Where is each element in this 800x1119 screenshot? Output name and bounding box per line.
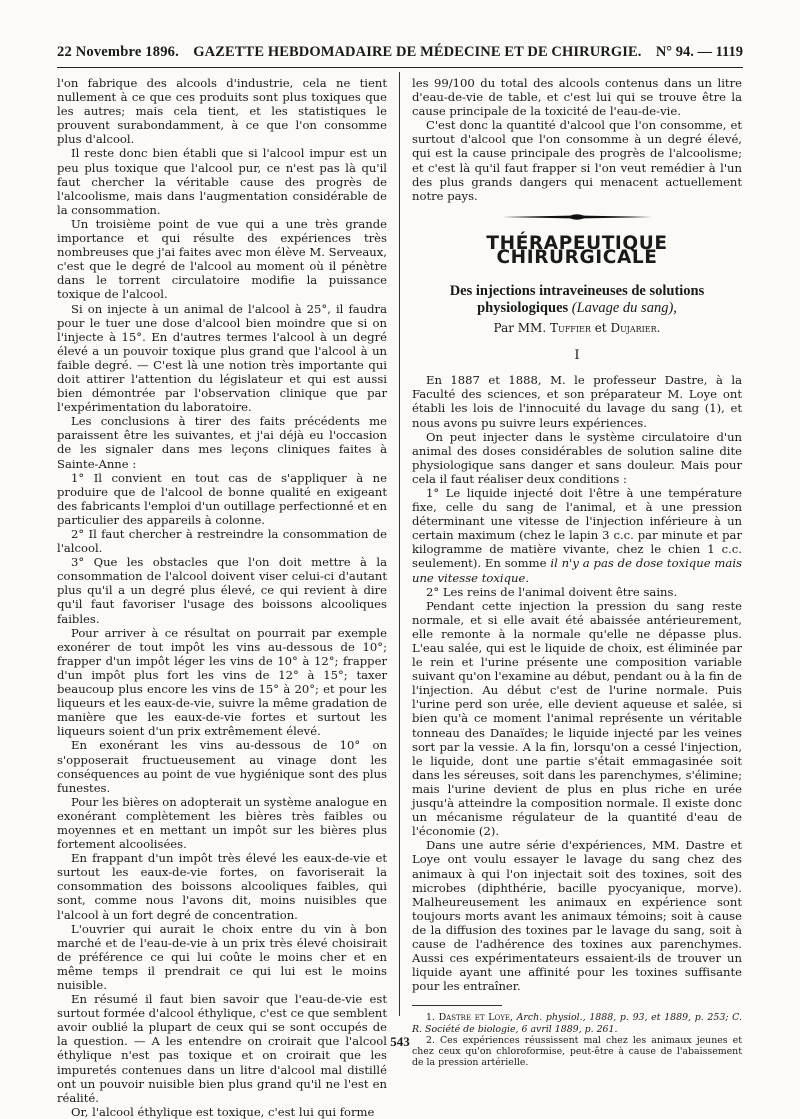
byline-and: et: [594, 321, 607, 336]
journal-title: GAZETTE HEBDOMADAIRE DE MÉDECINE ET DE CHIRURGIE.: [193, 43, 642, 60]
paragraph: L'ouvrier qui aurait le choix entre du vin à bon marché et de l'eau-de-vie à un prix très élevé choisirait de préférence ce qui lui coûte le moins cher et en même temps il prendrait ce qui lui est le moins nuisible.: [57, 921, 387, 992]
paragraph: les 99/100 du total des alcools contenus dans un litre d'eau-de-vie de table, et c'est lui qui se trouve être la cause principale de la toxicité de l'eau-de-vie.: [412, 76, 742, 119]
footnote-reference: Arch. physiol., 1888, p. 93, et 1889, p. 253; C. R. Société de biologie, 6 avril 1889, p. 261.: [412, 1012, 743, 1035]
page-number-header: N° 94. — 1119: [655, 43, 743, 60]
paragraph: 1° Il convient en tout cas de s'appliquer à ne produire que de l'alcool de bonne qualité en exigeant des fabricants l'emploi d'un outillage perfectionné et en particulier des appareils à colonne.: [57, 470, 387, 527]
left-column: [57, 76, 387, 1119]
footnote-authors: 1. Dastre et Loye,: [426, 1012, 513, 1024]
paragraph: 3° Que les obstacles que l'on doit mettre à la consommation de l'alcool doivent viser celui-ci d'autant plus qu'il a un degré plus élevé, ce qui revient à dire qu'il faut favoriser l'usage des boissons alcooliques faibles.: [57, 555, 387, 626]
paragraph: 2° Il faut chercher à restreindre la consommation de l'alcool.: [57, 527, 387, 556]
paragraph-text: 1° Le liquide injecté doit l'être à une température fixe, celle du sang de l'animal, et à une pression déterminant une vitesse de l'injection inférieure à un certain maximum (chez le lapin 3 c.c. par minute et par kilogramme de matière vivante, chez le chien 1 c.c. seulement). En somme: [412, 485, 742, 571]
byline: [412, 321, 742, 335]
footnote: [412, 1012, 742, 1034]
section-title: THÉRAPEUTIQUE CHIRURGICALE: [486, 232, 668, 268]
footnote-rule: [412, 1005, 502, 1006]
paragraph: En résumé il faut bien savoir que l'eau-de-vie est surtout formée d'alcool éthylique, c'est ce que semblent avoir oublié la plupart de ceux qui se sont occupés de la question. — A les entendre on croirait que l'alcool éthylique n'est pas toxique et on croirait que les impuretés contenues dans un litre d'alcool mal distillé ont un pouvoir nuisible bien plus grand qu'il ne l'est en réalité.: [57, 992, 388, 1105]
article-subtitle: (Lavage du sang),: [571, 300, 677, 317]
paragraph: [412, 486, 742, 585]
paragraph: Si on injecte à un animal de l'alcool à 25°, il faudra pour le tuer une dose d'alcool bien moindre que si on l'injecte à 15°. En d'autres termes l'alcool à un degré élevé a un pouvoir toxique plus grand que l'alcool à un faible degré. — C'est là une notion très importante qui doit attirer l'attention du législateur et qui est aussi bien démontrée par l'observation clinique que par l'expérimentation du laboratoire.: [57, 301, 387, 415]
paragraph: l'on fabrique des alcools d'industrie, cela ne tient nullement à ce que ces produits sont plus toxiques que les autres; mais cela tient, et les statistiques le prouvent surabondamment, à ce que l'on consomme plus d'alcool.: [57, 76, 387, 147]
footnote: 2. Ces expériences réussissent mal chez les animaux jeunes et chez ceux qu'on chloroformise, peut-être à cause de l'abaissement de la pression artérielle.: [412, 1034, 742, 1069]
column-divider: [399, 72, 400, 1016]
paragraph: Pour arriver à ce résultat on pourrait par exemple exonérer de tout impôt les vins au-dessous de 10°; frapper d'un impôt léger les vins de 10° à 12°; frapper d'un impôt plus fort les vins de 12° à 15°; taxer beaucoup plus encore les vins de 15° à 20°; et pour les liqueurs et les eaux-de-vie, suivre la même gradation de manière que les eaux-de-vie fortes et surtout les liqueurs soient d'un prix extrêmement élevé.: [57, 625, 387, 739]
paragraph: En 1887 et 1888, M. le professeur Dastre, à la Faculté des sciences, et son préparateur M. Loye ont établi les lois de l'innocuité du lavage du sang (1), et nous avons pu suivre leurs expériences.: [412, 373, 742, 430]
paragraph: Les conclusions à tirer des faits précédents me paraissent être les suivantes, et j'ai déjà eu l'occasion de les signaler dans mes leçons cliniques faites à Sainte-Anne :: [57, 414, 387, 471]
paragraph: Or, l'alcool éthylique est toxique, c'est lui qui forme: [71, 1104, 375, 1119]
fleuron-ornament: [502, 213, 652, 221]
paragraph: C'est donc la quantité d'alcool que l'on consomme, et surtout d'alcool que l'on consomme à un degré élevé, qui est la cause principale des progrès de l'alcoolisme; et c'est là qu'il faut frapper si l'on veut remédier à l'un des plus grands dangers qui menacent actuellement notre pays.: [412, 118, 742, 203]
author-name: Dujarier.: [610, 321, 661, 336]
paragraph: 2° Les reins de l'animal doivent être sains.: [426, 584, 678, 599]
byline-prefix: Par MM.: [493, 321, 547, 336]
author-name: Tuffier: [550, 321, 591, 336]
article-title: [412, 283, 742, 317]
part-numeral: I: [574, 348, 580, 364]
paragraph: Il reste donc bien établi que si l'alcool impur est un peu plus toxique que l'alcool pur, ce n'est pas là qu'il faut chercher la véritable cause des progrès de l'alcoolisme, mais dans l'augmentation considérable de la consommation.: [57, 146, 387, 217]
paragraph: On peut injecter dans le système circulatoire d'un animal des doses considérables de solution saline dite physiologique sans danger et sans douleur. Mais pour cela il faut réaliser deux conditions :: [412, 429, 742, 486]
header-rule: [57, 67, 743, 68]
paragraph: Dans une autre série d'expériences, MM. Dastre et Loye ont voulu essayer le lavage du sang chez des animaux à qui l'on injectait soit des toxines, soit des microbes (diphthérie, bacille pyocyanique, morve). Malheureusement les animaux en expérience sont toujours morts avant les animaux témoins; soit à cause de la diffusion des toxines par le lavage du sang, soit à cause de l'adhérence des toxines aux parenchymes. Aussi ces expérimentateurs essaient-ils de trouver un liquide ayant une affinité pour les toxines suffisante pour les entraîner.: [412, 838, 742, 994]
issue-date: 22 Novembre 1896.: [57, 43, 179, 60]
right-column: [412, 76, 742, 1068]
paragraph: Pour les bières on adopterait un système analogue en exonérant complètement les bières très faibles ou moyennes et en mettant un impôt sur les bières plus fortement alcoolisées.: [57, 794, 388, 852]
article-title-text: Des injections intraveineuses de solutions physiologiques: [449, 283, 705, 317]
paragraph: Un troisième point de vue qui a une très grande importance et qui résulte des expériences très nombreuses que j'ai faites avec mon élève M. Serveaux, c'est que le degré de l'alcool au moment où il pénètre dans le torrent circulatoire modifie la puissance toxique de l'alcool.: [57, 216, 387, 302]
paragraph: Pendant cette injection la pression du sang reste normale, et si elle avait été abaissée antérieurement, elle remonte à la normale qu'elle ne dépasse plus. L'eau salée, qui est le liquide de choix, est éliminée par le rein et l'urine présente une composition variable suivant qu'on l'examine au début, pendant ou à la fin de l'injection. Au début c'est de l'urine normale. Puis l'urine perd son urée, elle devient aqueuse et salée, si bien qu'à ce moment l'animal représente un véritable tonneau des Danaïdes; le liquide injecté par les veines sort par la vessie. A la fin, lorsqu'on a cessé l'injection, le liquide, dont une partie s'était emmagasinée soit dans les séreuses, soit dans les parenchymes, s'élimine; mais l'urine devient de plus en plus riche en urée jusqu'à atteindre la composition normale. Il existe donc un mécanisme régulateur de la quantité d'eau de l'économie (2).: [412, 598, 742, 839]
paragraph: En exonérant les vins au-dessous de 10° on s'opposerait fructueusement au vinage dont les conséquences au point de vue hygiénique sont des plus funestes.: [57, 738, 387, 795]
running-header: [57, 40, 743, 64]
emphasis-text: il n'y a pas de dose toxique mais une vitesse toxique.: [412, 556, 742, 585]
folio-number: 543: [390, 1034, 410, 1049]
paragraph: En frappant d'un impôt très élevé les eaux-de-vie et surtout les eaux-de-vie fortes, on favoriserait la consommation des boissons alcooliques faibles, qui sont, comme nous l'avons dit, moins nuisibles que l'alcool à un fort degré de concentration.: [57, 851, 387, 922]
